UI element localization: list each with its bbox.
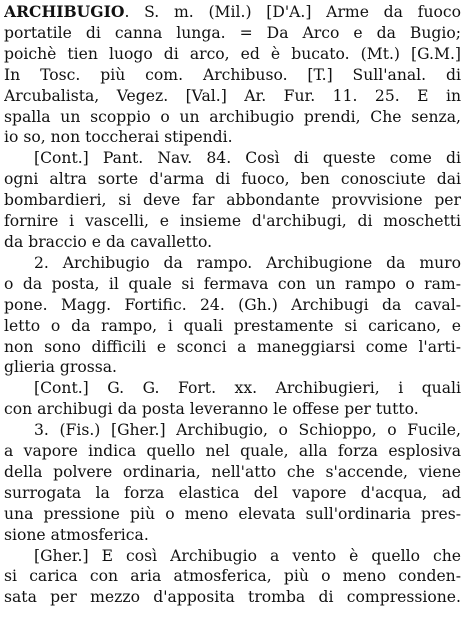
paragraph-gher: [4, 546, 461, 609]
text-line: con archibugi da posta leveranno le offese per tutto.: [4, 400, 419, 419]
paragraph-sense-3: [4, 420, 461, 545]
text-line: 3. (Fis.) [Gher.] Archibugio, o Schioppo, o Fucile,: [34, 421, 461, 440]
text-line: surrogata la forza elastica del vapore d'acqua, ad: [4, 483, 461, 502]
paragraph-sense-2: [4, 253, 461, 378]
text-line: si carica con aria atmosferica, più o meno conden-: [4, 567, 461, 586]
text-line: della polvere ordinaria, nell'atto che s'accende, viene: [4, 462, 461, 481]
text-line: sione atmosferica.: [4, 525, 149, 544]
text-line: una pressione più o meno elevata sull'ordinaria pres-: [4, 504, 461, 523]
text-line: ARCHIBUGIO. S. m. (Mil.) [D'A.] Arme da fuoco: [4, 2, 461, 21]
headword: ARCHIBUGIO: [4, 2, 125, 21]
text-line: [Gher.] E così Archibugio a vento è quello che: [34, 546, 461, 565]
text-line: bombardieri, si deve far abbondante provvisione per: [4, 191, 461, 210]
text-line: 2. Archibugio da rampo. Archibugione da muro: [34, 253, 461, 272]
text-line: portatile di canna lunga. = Da Arco e da Bugio;: [4, 23, 461, 42]
text-line: sata per mezzo d'apposita tromba di compressione.: [4, 588, 461, 607]
text-line: letto o da rampo, i quali prestamente si caricano, e: [4, 316, 461, 335]
text-line: spalla un scoppio o un archibugio prendi, Che senza,: [4, 107, 461, 126]
text-line: a vapore indica quello nel quale, alla forza esplosiva: [4, 442, 461, 461]
text-line: ogni altra sorte d'arma di fuoco, ben conosciute dai: [4, 170, 461, 189]
entry-definition: [4, 2, 461, 148]
text-line: [Cont.] Pant. Nav. 84. Così di queste come di: [34, 149, 461, 168]
text-line: pone. Magg. Fortific. 24. (Gh.) Archibugi da caval-: [4, 295, 461, 314]
text-line: io so, non toccherai stipendi.: [4, 128, 233, 147]
paragraph-cont-2: [4, 378, 461, 420]
paragraph-cont-1: [4, 148, 461, 253]
text-line: Arcubalista, Vegez. [Val.] Ar. Fur. 11. 25. E in: [4, 86, 461, 105]
text-line: poichè tien luogo di arco, ed è bucato. (Mt.) [G.M.]: [4, 44, 461, 63]
text-line: o da posta, il quale si fermava con un rampo o ram-: [4, 274, 461, 293]
text-line: fornire i vascelli, e insieme d'archibugi, di moschetti: [4, 212, 461, 231]
text-line: glieria grossa.: [4, 358, 117, 377]
text-line: [Cont.] G. G. Fort. xx. Archibugieri, i quali: [34, 379, 461, 398]
text-line: In Tosc. più com. Archibuso. [T.] Sull'anal. di: [4, 65, 461, 84]
text-line: non sono difficili e sconci a maneggiarsi come l'arti-: [4, 337, 461, 356]
text-line: da braccio e da cavalletto.: [4, 232, 213, 251]
